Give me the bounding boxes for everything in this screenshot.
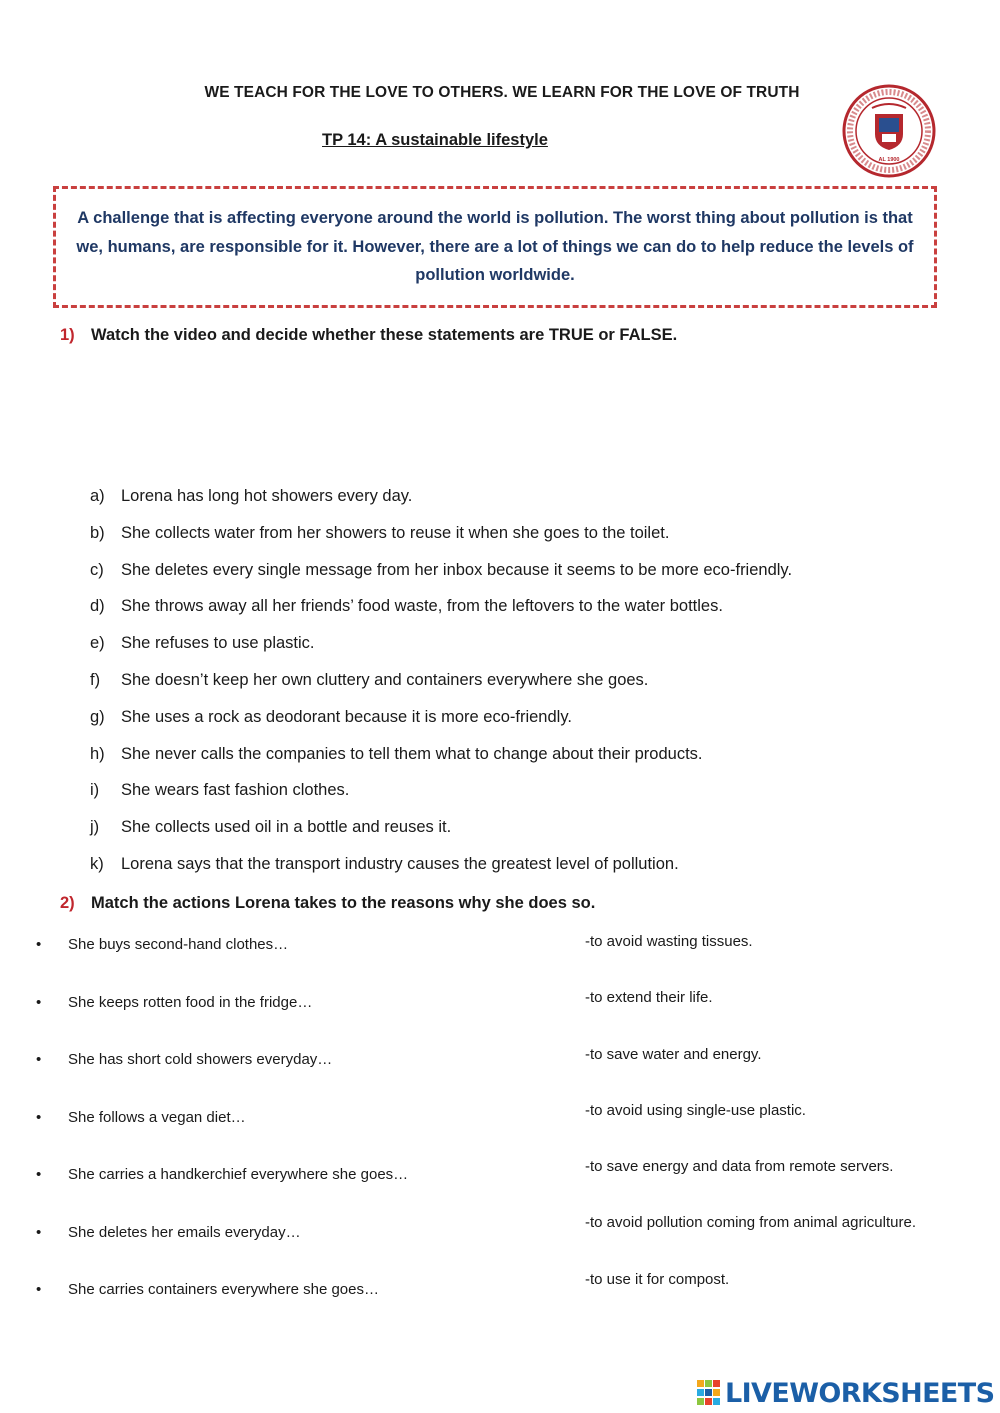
item-text: She doesn’t keep her own cluttery and containers everywhere she goes. xyxy=(121,670,649,689)
seal-year-label: AL 1900 xyxy=(878,157,900,163)
liveworksheets-brand[interactable] xyxy=(697,1376,994,1410)
action-item xyxy=(36,1281,556,1339)
action-item xyxy=(36,1224,556,1282)
reason-item: -to avoid wasting tissues. xyxy=(585,933,753,950)
item-letter: c) xyxy=(90,560,104,579)
liveworksheets-logo-icon xyxy=(697,1380,721,1406)
item-letter: f) xyxy=(90,670,101,689)
action-text: She follows a vegan diet… xyxy=(68,1108,246,1126)
section-1-instruction: Watch the video and decide whether these statements are TRUE or FALSE. xyxy=(91,326,678,344)
item-letter: g) xyxy=(90,707,105,726)
intro-box xyxy=(53,186,937,308)
item-text: She throws away all her friends’ food waste, from the leftovers to the water bottles. xyxy=(121,597,723,616)
bullet-icon: • xyxy=(36,1108,42,1126)
item-text: She refuses to use plastic. xyxy=(121,634,315,653)
item-letter: d) xyxy=(90,597,105,616)
action-text: She carries a handkerchief everywhere she goes… xyxy=(68,1166,409,1183)
reason-item: -to avoid using single-use plastic. xyxy=(585,1101,806,1119)
reasons-column xyxy=(585,933,995,1327)
action-item xyxy=(36,994,556,1052)
action-item xyxy=(36,1166,556,1224)
bullet-icon: • xyxy=(36,993,42,1011)
reason-item: -to use it for compost. xyxy=(585,1270,730,1288)
action-text: She keeps rotten food in the fridge… xyxy=(68,993,313,1011)
item-letter: j) xyxy=(90,818,100,837)
action-item xyxy=(36,1109,556,1167)
action-item xyxy=(36,1051,556,1109)
item-text: She collects used oil in a bottle and reuses it. xyxy=(121,818,452,837)
action-text: She buys second-hand clothes… xyxy=(68,936,289,953)
action-text: She has short cold showers everyday… xyxy=(68,1051,333,1068)
item-text: She deletes every single message from her inbox because it seems to be more eco-friendly. xyxy=(121,560,793,579)
bullet-icon: • xyxy=(36,936,42,953)
section-1-heading xyxy=(60,326,677,345)
bullet-icon: • xyxy=(36,1166,42,1183)
reason-item: -to extend their life. xyxy=(585,989,713,1007)
brand-name: LIVEWORKSHEETS xyxy=(725,1377,995,1409)
list-item xyxy=(90,855,970,892)
item-letter: b) xyxy=(90,523,105,542)
true-false-list xyxy=(90,487,970,892)
bullet-icon: • xyxy=(36,1223,42,1241)
item-text: She wears fast fashion clothes. xyxy=(121,781,350,800)
action-text: She carries containers everywhere she goes… xyxy=(68,1281,379,1298)
school-motto: WE TEACH FOR THE LOVE TO OTHERS. WE LEARN FOR THE LOVE OF TRUTH xyxy=(204,84,800,101)
action-item xyxy=(36,936,556,994)
reason-item: -to save energy and data from remote servers. xyxy=(585,1158,894,1176)
list-item xyxy=(90,524,970,561)
action-text: She deletes her emails everyday… xyxy=(68,1223,301,1241)
item-text: Lorena has long hot showers every day. xyxy=(121,487,413,505)
item-letter: a) xyxy=(90,487,105,505)
item-text: She collects water from her showers to reuse it when she goes to the toilet. xyxy=(121,523,670,542)
bullet-icon: • xyxy=(36,1051,42,1068)
list-item xyxy=(90,561,970,598)
list-item xyxy=(90,487,970,524)
list-item xyxy=(90,818,970,855)
item-letter: k) xyxy=(90,854,104,873)
list-item xyxy=(90,781,970,818)
list-item xyxy=(90,745,970,782)
section-2-heading xyxy=(60,894,595,913)
page-title: TP 14: A sustainable lifestyle xyxy=(322,131,548,149)
list-item xyxy=(90,671,970,708)
item-letter: h) xyxy=(90,744,105,763)
bullet-icon: • xyxy=(36,1281,42,1298)
section-1-number: 1) xyxy=(60,326,75,344)
reason-item: -to save water and energy. xyxy=(585,1045,762,1063)
item-text: She uses a rock as deodorant because it is more eco-friendly. xyxy=(121,707,572,726)
item-letter: i) xyxy=(90,781,100,800)
item-letter: e) xyxy=(90,634,105,653)
list-item xyxy=(90,634,970,671)
intro-text: A challenge that is affecting everyone around the world is pollution. The worst thing about pollution is that we, humans, are responsible for it. However, there are a lot of things we can do to help reduce the levels of pollution worldwide. xyxy=(76,209,914,285)
item-text: Lorena says that the transport industry causes the greatest level of pollution. xyxy=(121,854,679,873)
list-item xyxy=(90,708,970,745)
school-seal-icon xyxy=(842,84,936,178)
section-2-number: 2) xyxy=(60,894,75,912)
list-item xyxy=(90,597,970,634)
item-text: She never calls the companies to tell them what to change about their products. xyxy=(121,744,703,763)
reason-item: -to avoid pollution coming from animal agriculture. xyxy=(585,1214,916,1232)
section-2-instruction: Match the actions Lorena takes to the reasons why she does so. xyxy=(91,894,596,912)
actions-column xyxy=(36,936,556,1339)
